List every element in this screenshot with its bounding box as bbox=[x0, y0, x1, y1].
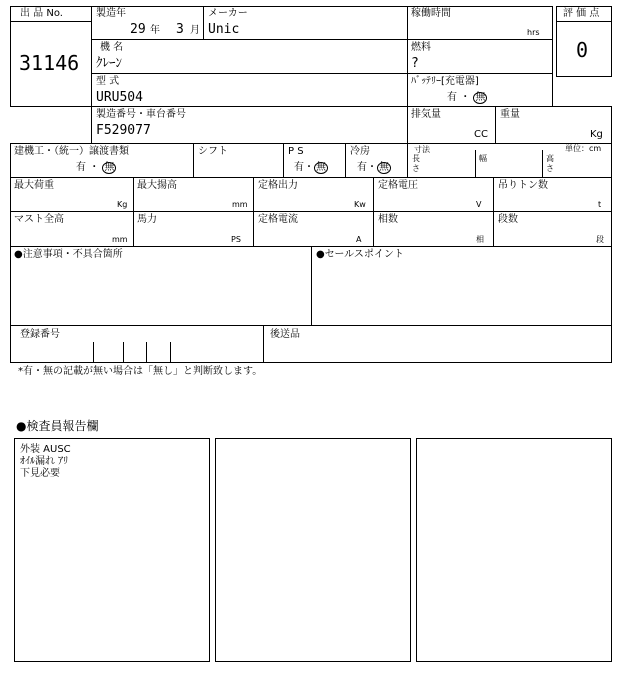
maker-value: Unic bbox=[208, 22, 240, 37]
rated-current-unit: A bbox=[356, 235, 362, 244]
ps-label: P S bbox=[288, 146, 304, 157]
max-lift-unit: mm bbox=[232, 200, 248, 209]
mast-label: マスト全高 bbox=[14, 214, 64, 225]
dim-label: 寸法 bbox=[414, 145, 430, 154]
transfer-choice: 有 ・ 無 bbox=[76, 162, 115, 173]
serial-value: F529077 bbox=[96, 123, 151, 138]
sales-label: ●セールスポイント bbox=[316, 249, 404, 260]
battery-choice: 有 ・ 無 bbox=[447, 92, 486, 103]
horsepower-label: 馬力 bbox=[137, 214, 157, 225]
cooler-choice: 有・ 無 bbox=[357, 162, 389, 173]
type-value: URU504 bbox=[96, 90, 143, 105]
phase-unit: 相 bbox=[476, 235, 484, 244]
rated-output-unit: Kw bbox=[354, 200, 366, 209]
phase-label: 相数 bbox=[378, 214, 398, 225]
model-name: ｸﾚｰﾝ bbox=[96, 56, 122, 71]
rated-voltage-label: 定格電圧 bbox=[378, 180, 418, 191]
caution-label: ●注意事項・不具合箇所 bbox=[14, 249, 123, 260]
height-sub: さ bbox=[546, 164, 554, 173]
model-name-label: 機 名 bbox=[100, 42, 124, 53]
rated-current-label: 定格電流 bbox=[258, 214, 298, 225]
transfer-no-circled: 無 bbox=[104, 162, 115, 173]
hoist-label: 吊りトン数 bbox=[498, 180, 548, 191]
serial-label: 製造番号・車台番号 bbox=[96, 109, 186, 120]
spec-row-2 bbox=[10, 211, 612, 247]
rating-label: 評 価 点 bbox=[563, 8, 600, 19]
inspector-box-2 bbox=[215, 438, 411, 662]
lot-value: 31146 bbox=[19, 51, 80, 75]
cooler-no-circled: 無 bbox=[379, 162, 389, 173]
mast-unit: mm bbox=[112, 235, 128, 244]
maker-label: メーカー bbox=[208, 8, 248, 19]
cooler-label: 冷房 bbox=[350, 146, 370, 157]
hours-unit: hrs bbox=[527, 28, 540, 37]
transfer-label: 建機工・（統一）譲渡書類 bbox=[14, 146, 129, 157]
length-label: 長 bbox=[412, 154, 420, 163]
displacement-label: 排気量 bbox=[411, 109, 441, 120]
registration-label: 登録番号 bbox=[20, 329, 60, 340]
inspector-title: ●検査員報告欄 bbox=[16, 419, 99, 433]
type-label: 型 式 bbox=[96, 76, 120, 87]
max-load-unit: Kg bbox=[117, 200, 128, 209]
fuel-value: ? bbox=[411, 56, 419, 71]
inspector-box-3 bbox=[416, 438, 612, 662]
made-month-unit: 月 bbox=[190, 25, 200, 36]
battery-no-circled: 無 bbox=[475, 92, 486, 103]
inspector-line: 下見必要 bbox=[20, 468, 60, 479]
later-delivery-label: 後送品 bbox=[270, 329, 300, 340]
made-year: 29 bbox=[130, 22, 146, 37]
lot-label: 出 品 No. bbox=[20, 8, 63, 19]
made-year-label: 製造年 bbox=[96, 8, 126, 19]
made-year-unit: 年 bbox=[150, 25, 160, 36]
rated-voltage-unit: V bbox=[476, 200, 482, 209]
displacement-unit: CC bbox=[474, 129, 488, 140]
horsepower-unit: PS bbox=[231, 235, 241, 244]
ps-no-circled: 無 bbox=[316, 162, 326, 173]
stages-label: 段数 bbox=[498, 214, 518, 225]
height-label: 高 bbox=[546, 154, 554, 163]
weight-label: 重量 bbox=[500, 109, 520, 120]
ps-choice: 有・ 無 bbox=[294, 162, 326, 173]
registration-block bbox=[10, 325, 612, 363]
inspector-line: ｵｲﾙ漏れ ｱﾘ bbox=[20, 456, 69, 467]
footnote: *有・無の記載が無い場合は「無し」と判断致します。 bbox=[18, 366, 263, 377]
rated-output-label: 定格出力 bbox=[258, 180, 298, 191]
fuel-label: 燃料 bbox=[411, 42, 431, 53]
rating-value: 0 bbox=[576, 38, 589, 62]
stages-unit: 段 bbox=[596, 235, 604, 244]
weight-unit: Kg bbox=[590, 129, 603, 140]
max-lift-label: 最大揚高 bbox=[137, 180, 177, 191]
max-load-label: 最大荷重 bbox=[14, 180, 54, 191]
hoist-unit: t bbox=[598, 200, 602, 209]
width-label: 幅 bbox=[479, 154, 487, 163]
hours-label: 稼働時間 bbox=[411, 8, 451, 19]
length-sub: さ bbox=[412, 164, 420, 173]
unit-note: 単位：cm bbox=[565, 144, 602, 153]
shift-label: シフト bbox=[198, 146, 228, 157]
battery-label: ﾊﾞｯﾃﾘｰ[充電器] bbox=[411, 76, 479, 87]
inspector-line: 外装 AUSC bbox=[20, 444, 71, 455]
made-month: 3 bbox=[176, 22, 184, 37]
